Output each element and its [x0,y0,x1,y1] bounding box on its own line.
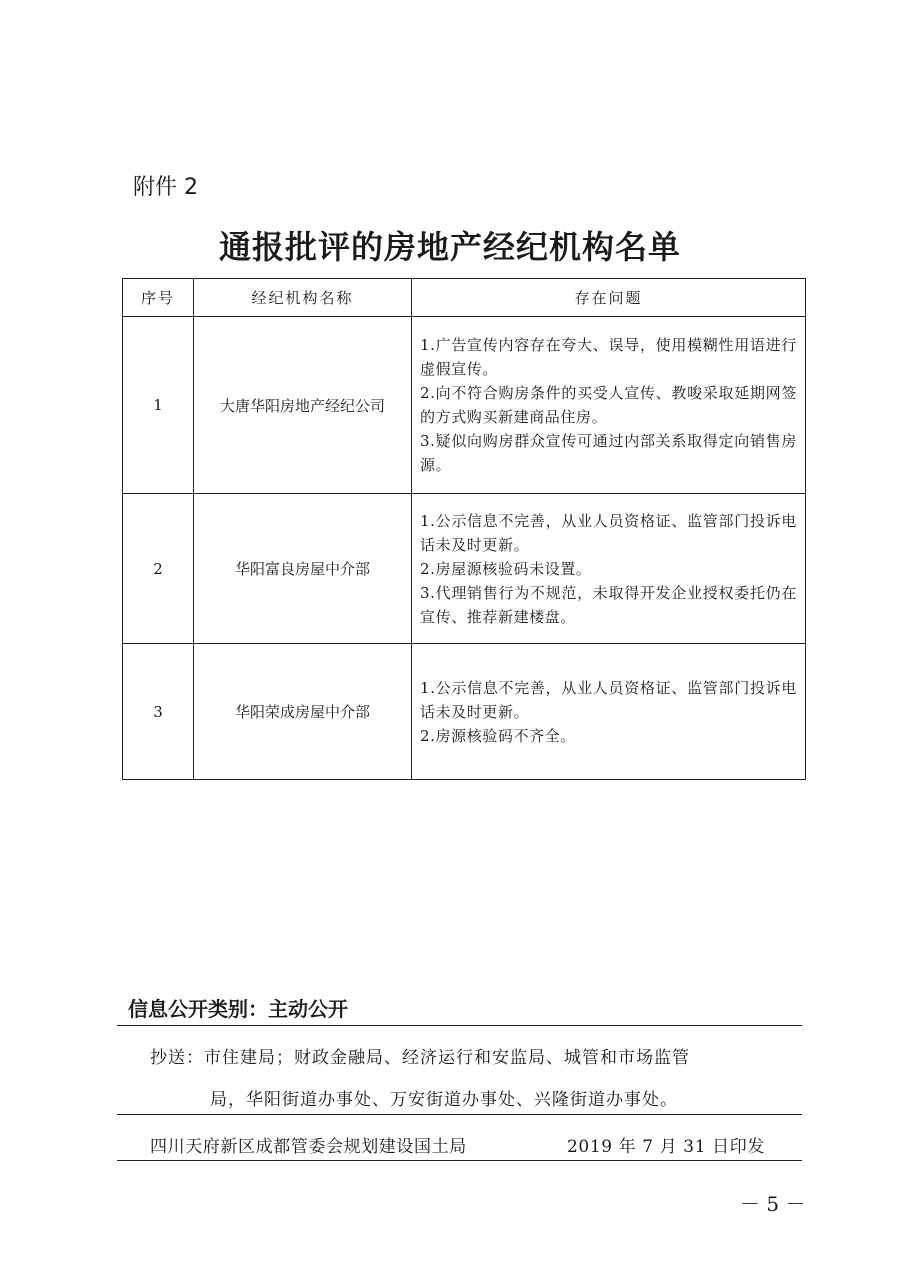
header-issues: 存在问题 [412,279,806,317]
issue-item: 1.公示信息不完善，从业人员资格证、监管部门投诉电话未及时更新。 [420,678,797,721]
issue-item: 3.代理销售行为不规范，未取得开发企业授权委托仍在宣传、推荐新建楼盘。 [420,583,797,626]
issue-item: 1.公示信息不完善，从业人员资格证、监管部门投诉电话未及时更新。 [420,511,797,554]
cc-line-1: 抄送：市住建局；财政金融局、经济运行和安监局、城管和市场监管 [150,1048,690,1068]
info-disclosure-category: 信息公开类别：主动公开 [128,997,348,1021]
print-date: 2019 年 7 月 31 日印发 [567,1137,765,1157]
issuing-authority: 四川天府新区成都管委会规划建设国土局 [150,1137,467,1157]
document-title: 通报批评的房地产经纪机构名单 [218,228,681,266]
table-row [123,317,806,494]
issue-item: 2.房源核验码不齐全。 [420,726,576,745]
row-agency-name: 华阳荣成房屋中介部 [194,644,412,780]
cc-line-2: 局，华阳街道办事处、万安街道办事处、兴隆街道办事处。 [210,1090,678,1110]
issue-item: 2.房屋源核验码未设置。 [420,559,592,578]
page-number: － 5 － [740,1192,806,1216]
agency-table [122,278,806,780]
table-row [123,494,806,644]
row-serial-no: 2 [123,494,194,644]
row-serial-no: 3 [123,644,194,780]
attachment-label: 附件 2 [133,175,198,200]
row-serial-no: 1 [123,317,194,494]
divider-middle [117,1114,802,1115]
row-issues [412,494,806,644]
table-row [123,644,806,780]
header-agency-name: 经纪机构名称 [194,279,412,317]
row-agency-name: 大唐华阳房地产经纪公司 [194,317,412,494]
issue-item: 1.广告宣传内容存在夸大、误导，使用模糊性用语进行虚假宣传。 [420,336,797,378]
row-agency-name: 华阳富良房屋中介部 [194,494,412,644]
divider-bottom [117,1160,802,1161]
issue-item: 3.疑似向购房群众宣传可通过内部关系取得定向销售房源。 [420,432,797,474]
row-issues [412,317,806,494]
divider-top [117,1025,802,1026]
header-serial-no: 序号 [123,279,194,317]
issue-item: 2.向不符合购房条件的买受人宣传、教唆采取延期网签的方式购买新建商品住房。 [420,384,797,426]
row-issues [412,644,806,780]
table-header-row [123,279,806,317]
